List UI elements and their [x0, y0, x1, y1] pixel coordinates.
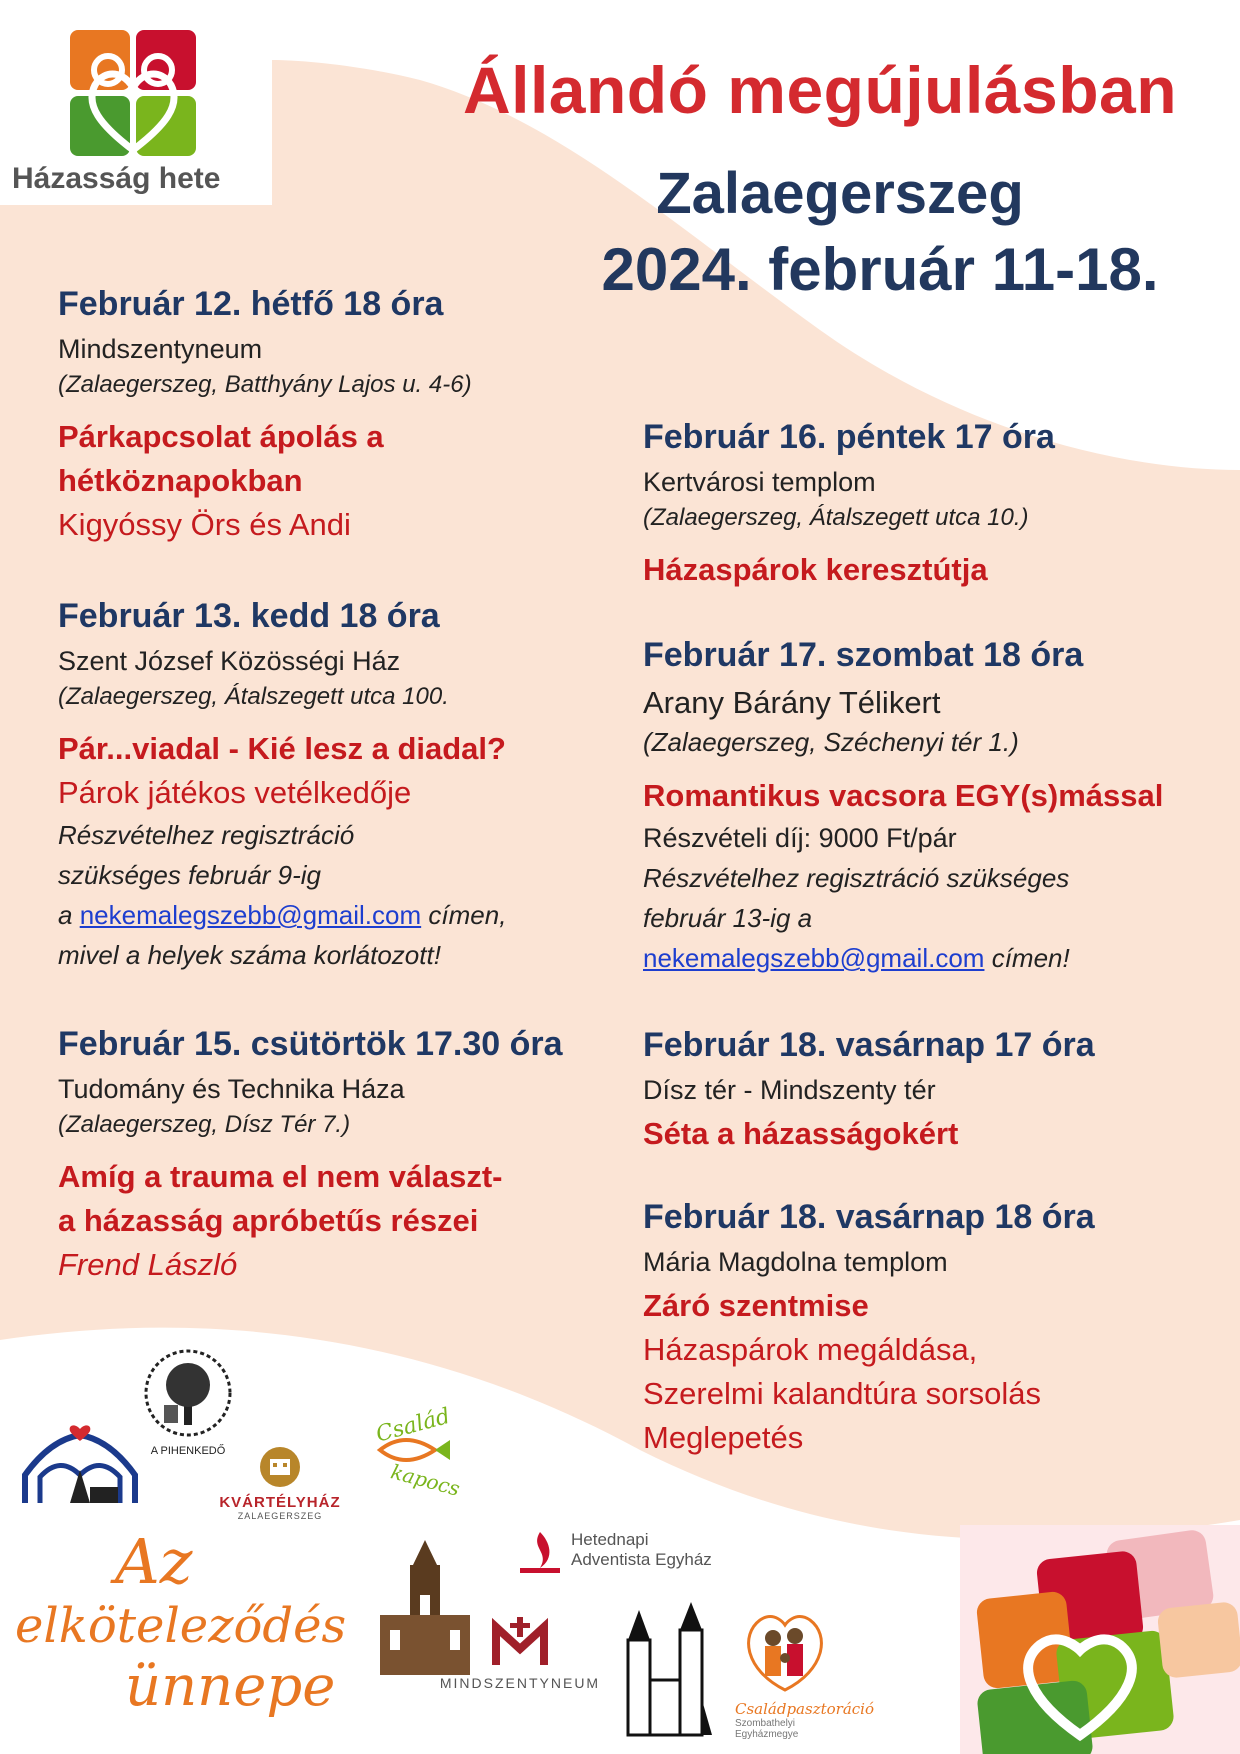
event-feb-12 [58, 285, 618, 547]
city-title: Zalaegerszeg [656, 161, 1024, 226]
event-note [58, 815, 638, 975]
event-program [58, 415, 618, 503]
event-details [643, 1328, 1223, 1460]
adventista-line: Hetednapi [571, 1530, 649, 1549]
church-heart-icon [20, 1415, 140, 1510]
note-suffix: címen! [991, 943, 1070, 973]
event-address: (Zalaegerszeg, Átalszegett utca 10.) [643, 504, 1029, 531]
event-feb-16 [643, 418, 1223, 592]
event-fee: Részvételi díj: 9000 Ft/pár [643, 823, 957, 853]
event-program: Záró szentmise [643, 1288, 869, 1323]
note-prefix: a [58, 900, 73, 930]
event-date: Február 12. hétfő 18 óra [58, 285, 444, 323]
note-line: mivel a helyek száma korlátozott! [58, 940, 441, 970]
event-place: Mindszentyneum [58, 334, 263, 364]
kapocs-text: kapocs [388, 1459, 463, 1501]
event-place: Dísz tér - Mindszenty tér [643, 1075, 936, 1105]
kvartelyhaz-sub: ZALAEGERSZEG [237, 1511, 323, 1521]
two-towers-icon [620, 1600, 715, 1740]
event-program [58, 1155, 638, 1243]
event-program: Házaspárok keresztútja [643, 552, 988, 587]
event-place: Arany Bárány Télikert [643, 685, 941, 720]
event-date: Február 16. péntek 17 óra [643, 418, 1055, 456]
note-line: Részvételhez regisztráció szükséges [643, 863, 1070, 893]
event-subtitle: Párok játékos vetélkedője [58, 775, 412, 810]
event-feb-17 [643, 636, 1223, 978]
program-line: Amíg a trauma el nem választ- [58, 1159, 503, 1194]
event-address: (Zalaegerszeg, Széchenyi tér 1.) [643, 727, 1019, 757]
event-presenter: Frend László [58, 1247, 238, 1282]
csalad-text: Család [373, 1403, 453, 1448]
event-address: (Zalaegerszeg, Batthyány Lajos u. 4-6) [58, 371, 472, 398]
az-text: Az [115, 1525, 193, 1598]
event-place: Tudomány és Technika Háza [58, 1074, 405, 1104]
note-line: szükséges február 9-ig [58, 860, 322, 890]
event-date: Február 17. szombat 18 óra [643, 636, 1084, 674]
colored-tiles-icon [960, 1525, 1240, 1754]
event-program: Romantikus vacsora EGY(s)mással [643, 778, 1164, 813]
event-feb-15 [58, 1025, 638, 1287]
hazassag-hete-corner-logo [960, 1525, 1240, 1754]
detail-line: Meglepetés [643, 1420, 804, 1455]
page-title: Állandó megújulásban [462, 53, 1178, 127]
note-line: február 13-ig a [643, 903, 813, 933]
pihenkedo-logo [138, 1345, 238, 1455]
note-line [643, 938, 1223, 978]
church-outline-logo [20, 1415, 140, 1510]
event-place: Mária Magdolna templom [643, 1247, 948, 1277]
date-range-title: 2024. február 11-18. [601, 236, 1159, 303]
adventista-text [571, 1530, 745, 1570]
logo-text: Házasság hete [12, 162, 221, 195]
mindszentyneum-logo [430, 1615, 610, 1705]
csaladpasztoracio-line: Egyházmegye [735, 1729, 799, 1740]
event-feb-13 [58, 597, 638, 975]
event-date: Február 13. kedd 18 óra [58, 597, 440, 635]
note-line: Részvételhez regisztráció [58, 820, 355, 850]
mindszentyneum-text: MINDSZENTYNEUM [439, 1675, 601, 1691]
event-address: (Zalaegerszeg, Átalszegett utca 100. [58, 683, 449, 710]
event-program: Séta a házasságokért [643, 1116, 959, 1151]
event-date: Február 18. vasárnap 18 óra [643, 1198, 1095, 1236]
csaladpasztoracio-title: Családpasztoráció [735, 1700, 875, 1718]
event-place: Kertvárosi templom [643, 467, 876, 497]
family-icon [735, 1600, 835, 1695]
hazassag-hete-logo [0, 0, 272, 205]
csaladpasztoracio-logo [735, 1600, 885, 1740]
email-link[interactable]: nekemalegszebb@gmail.com [643, 943, 985, 973]
kvartelyhaz-name: KVÁRTÉLYHÁZ [219, 1494, 341, 1511]
event-program: Pár...viadal - Kié lesz a diadal? [58, 731, 506, 766]
tree-icon [138, 1345, 238, 1440]
event-date: Február 18. vasárnap 17 óra [643, 1026, 1095, 1064]
building-badge-icon [258, 1445, 302, 1489]
csalad-kapocs-logo [373, 1403, 475, 1510]
program-line: hétköznapokban [58, 463, 303, 498]
event-date: Február 15. csütörtök 17.30 óra [58, 1025, 563, 1063]
adventista-line: Adventista Egyház [571, 1550, 712, 1569]
note-suffix: címen, [428, 900, 507, 930]
detail-line: Házaspárok megáldása, [643, 1332, 978, 1367]
program-line: a házasság apróbetűs részei [58, 1203, 479, 1238]
flame-icon [515, 1530, 565, 1575]
unnepe-text: ünnepe [125, 1654, 336, 1719]
program-line: Párkapcsolat ápolás a [58, 419, 384, 454]
church-towers-logo [620, 1600, 715, 1740]
email-link[interactable]: nekemalegszebb@gmail.com [79, 900, 422, 930]
elkotelezodes-text: elköteleződés [15, 1598, 347, 1654]
csaladpasztoracio-line: Szombathelyi [735, 1718, 796, 1729]
event-address: (Zalaegerszeg, Dísz Tér 7.) [58, 1111, 351, 1138]
event-place: Szent József Közösségi Ház [58, 646, 401, 676]
pihenkedo-text: A PIHENKEDŐ [150, 1445, 226, 1457]
event-feb-18-walk [643, 1026, 1223, 1156]
detail-line: Szerelmi kalandtúra sorsolás [643, 1376, 1042, 1411]
adventista-logo [515, 1530, 745, 1590]
mindszentyneum-m-icon [490, 1615, 550, 1670]
elkotelezodes-unnepe-logo [15, 1525, 347, 1740]
note-line [58, 895, 638, 935]
event-feb-18-mass [643, 1198, 1223, 1460]
event-note [643, 858, 1223, 978]
event-presenter: Kigyóssy Örs és Andi [58, 507, 351, 542]
